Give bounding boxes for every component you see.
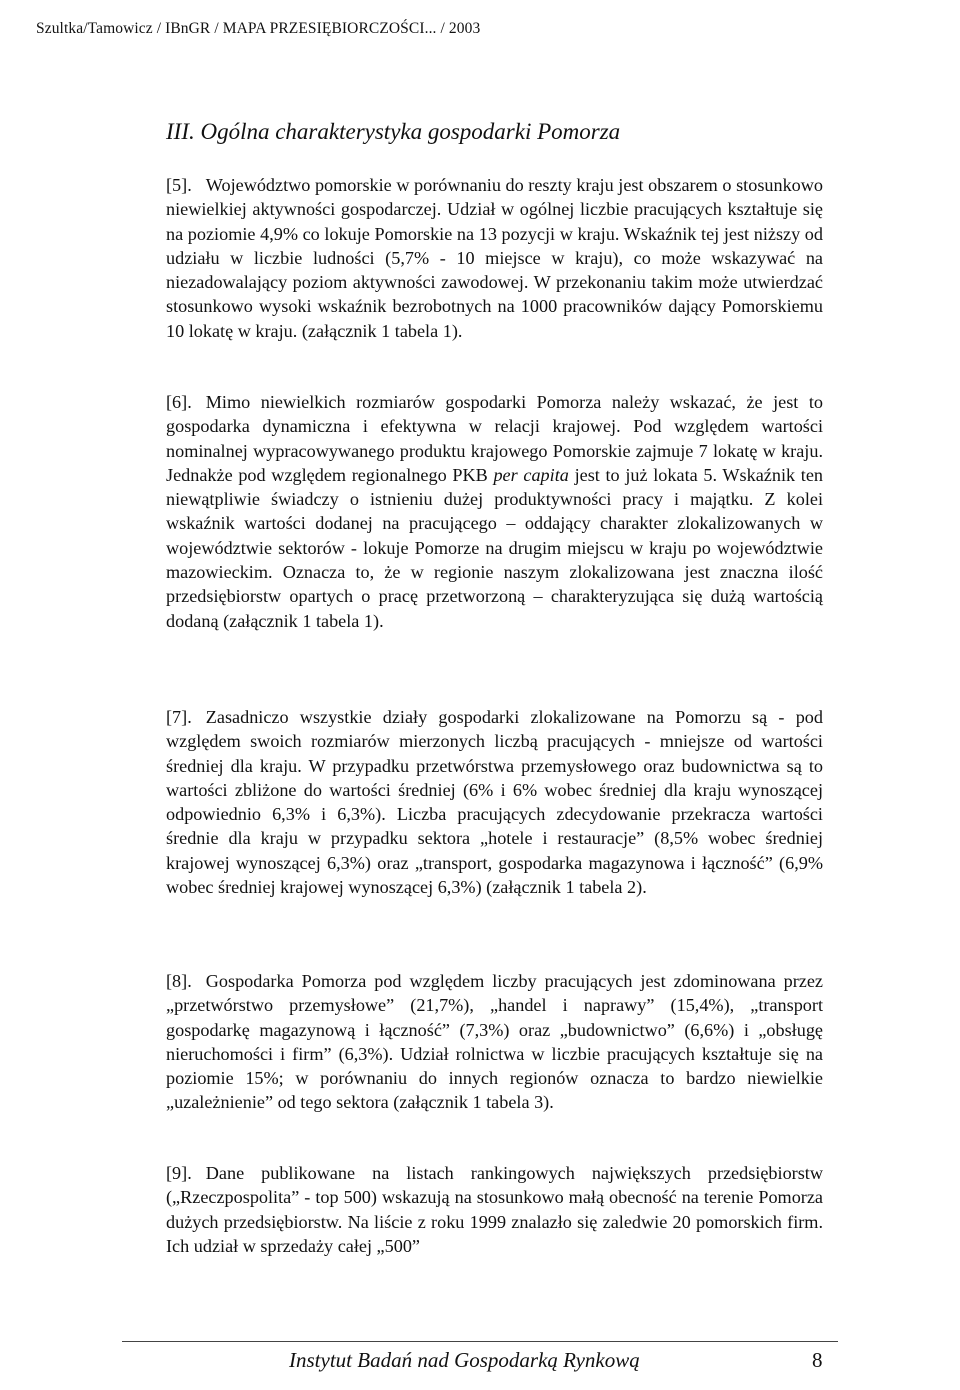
paragraph-5 xyxy=(166,173,823,343)
paragraph-text: Województwo pomorskie w porównaniu do reszty kraju jest obszarem o stosunkowo niewielkiej aktywności gospodarczej. Udział w ogólnej liczbie pracujących kształtuje się na poziomie 4,9% co lokuje Pomorskie na 13 pozycji w kraju. Wskaźnik tej jest niższy od udziału w liczbie ludności (5,7% - 10 miejsce w kraju), co może wskazywać na niezadowalający poziom aktywności zawodowej. W przekonaniu takim może utwierdzać stosunkowo wysoki wskaźnik bezrobotnych na 1000 pracowników dający Pomorskiemu 10 lokatę w kraju. (załącznik 1 tabela 1). xyxy=(166,175,823,341)
section-title: III. Ogólna charakterystyka gospodarki Pomorza xyxy=(166,119,621,144)
paragraph-number: [7]. xyxy=(166,707,192,727)
paragraph-6 xyxy=(166,390,823,633)
footer-institute: Instytut Badań nad Gospodarką Rynkową xyxy=(289,1348,640,1372)
paragraph-text: Zasadniczo wszystkie działy gospodarki zlokalizowane na Pomorzu są - pod względem swoich rozmiarów mierzonych liczbą pracujących - mniejsze od wartości średniej dla kraju. W przypadku przetwórstwa przemysłowego oraz budownictwa są to wartości zbliżone do wartości średniej (6% i 6% wobec średniej dla kraju wynoszącej odpowiednio 6,3% i 6,3%). Liczba pracujących zdecydowanie przekracza wartości średnie dla kraju w przypadku sektora „hotele i restauracje” (8,5% wobec średniej krajowej wynoszącej 6,3%) oraz „transport, gospodarka magazynowa i łączność” (6,9% wobec średniej krajowej wynoszącej 6,3%) (załącznik 1 tabela 2). xyxy=(166,707,823,898)
paragraph-text: Dane publikowane na listach rankingowych największych przedsiębiorstw („Rzeczpospolita” - top 500) wskazują na stosunkowo małą obecność na terenie Pomorza dużych przedsiębiorstw. Na liście z roku 1999 znalazło się zaledwie 20 pomorskich firm. Ich udział w sprzedaży całej „500” xyxy=(166,1163,823,1256)
paragraph-number: [5]. xyxy=(166,175,192,195)
paragraph-text: jest to już lokata 5. Wskaźnik ten niewątpliwie świadczy o istnieniu dużej produktywności pracy i majątku. Z kolei wskaźnik wartości dodanej na pracującego – oddający charakter zlokalizowanych w województwie sektorów - lokuje Pomorze na drugim miejscu w kraju po województwie mazowieckim. Oznacza to, że w regionie naszym zlokalizowana jest znaczna ilość przedsiębiorstw opartych o pracę przetworzoną – charakteryzująca się dużą wartością dodaną (załącznik 1 tabela 1). xyxy=(166,464,824,631)
paragraph-8 xyxy=(166,969,823,1115)
paragraph-number: [6]. xyxy=(166,392,192,412)
page-number: 8 xyxy=(812,1348,823,1372)
paragraph-9 xyxy=(166,1161,823,1258)
paragraph-number: [8]. xyxy=(166,971,192,991)
paragraph-7 xyxy=(166,705,823,899)
footer-divider xyxy=(122,1341,838,1342)
paragraph-text: Gospodarka Pomorza pod względem liczby pracujących jest zdominowana przez „przetwórstwo przemysłowe” (21,7%), „handel i naprawy” (15,4%), „transport gospodarkę magazynową i łączność” (7,3%) oraz „budownictwo” (6,6%) i „obsługę nieruchomości i firm” (6,3%). Udział rolnictwa w liczbie pracujących kształtuje się na poziomie 15%; w porównaniu do innych regionów oznacza to bardzo niewielkie „uzależnienie” od tego sektora (załącznik 1 tabela 3). xyxy=(166,971,823,1113)
running-header: Szultka/Tamowicz / IBnGR / MAPA PRZESIĘBIORCZOŚCI... / 2003 xyxy=(36,20,481,37)
italic-term: per capita xyxy=(493,464,569,485)
paragraph-text: Mimo niewielkich rozmiarów gospodarki Pomorza należy wskazać, że jest to gospodarka dynamiczna i efektywna w relacji krajowej. Pod względem wartości nominalnej wypracowywanego produktu krajowego Pomorskie zajmuje 7 lokatę w kraju. Jednakże pod względem regionalnego PKB xyxy=(166,392,823,485)
paragraph-number: [9]. xyxy=(166,1163,192,1183)
